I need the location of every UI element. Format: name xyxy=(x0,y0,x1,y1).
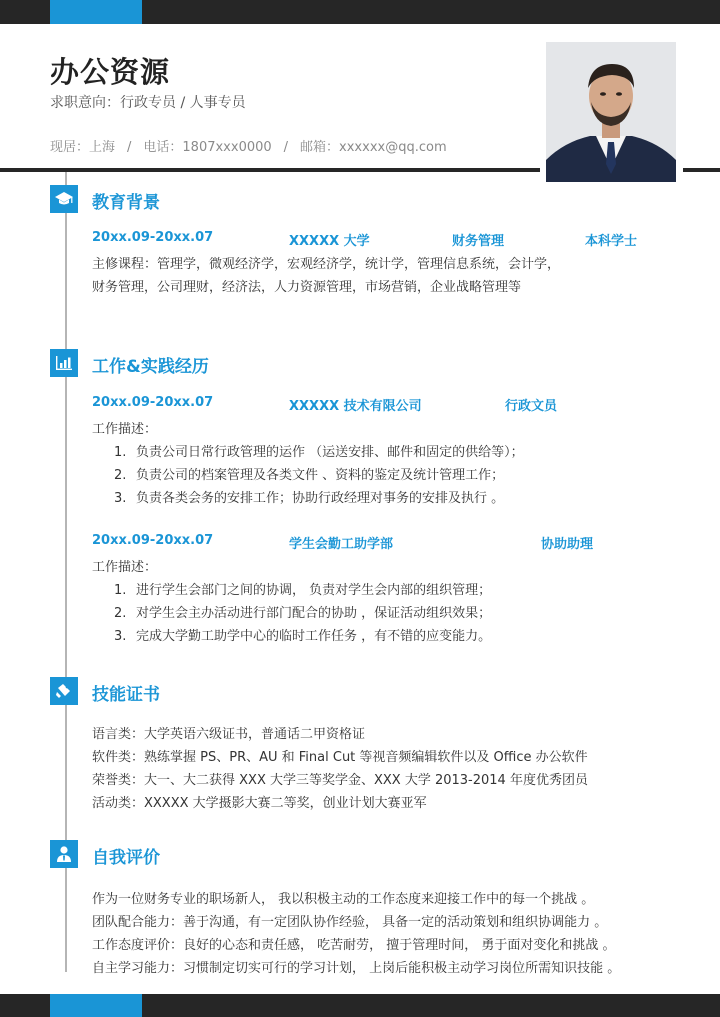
self-evaluation-line: 作为一位财务专业的职场新人， 我以积极主动的工作态度来迎接工作中的每一个挑战 。 xyxy=(92,892,595,907)
skill-line: 活动类：XXXXX 大学摄影大赛二等奖，创业计划大赛亚军 xyxy=(92,796,427,811)
location: 现居：上海 xyxy=(50,140,116,155)
education-major: 财务管理 xyxy=(452,234,505,249)
self-evaluation-line: 工作态度评价：良好的心态和责任感， 吃苦耐劳， 擅于管理时间， 勇于面对变化和挑战 。 xyxy=(92,938,616,953)
job-organization: 学生会勤工助学部 xyxy=(289,537,394,552)
bottom-bar-accent xyxy=(50,994,142,1017)
section-title-education: 教育背景 xyxy=(92,193,160,213)
profile-photo xyxy=(546,42,676,182)
skill-line: 语言类：大学英语六级证书，普通话二甲资格证 xyxy=(92,727,366,742)
education-courses-line: 主修课程：管理学，微观经济学，宏观经济学，统计学，管理信息系统，会计学， xyxy=(92,257,561,272)
top-bar-accent xyxy=(50,0,142,24)
candidate-name: 办公资源 xyxy=(50,55,171,89)
education-degree: 本科学士 xyxy=(585,234,638,249)
skill-line: 软件类：熟练掌握 PS、PR、AU 和 Final Cut 等视音频编辑软件以及 Office 办公软件 xyxy=(92,750,588,765)
job-duty-item: 1. 负责公司日常行政管理的运作 （运送安排、邮件和固定的供给等）； xyxy=(114,445,524,460)
skill-line: 荣誉类：大一、大二获得 XXX 大学三等奖学金、XXX 大学 2013-2014 年度优秀团员 xyxy=(92,773,588,788)
separator: / xyxy=(127,140,132,155)
job-period: 20xx.09-20xx.07 xyxy=(92,395,214,410)
job-role: 行政文员 xyxy=(505,399,558,414)
person-icon xyxy=(50,840,78,868)
top-bar xyxy=(0,0,720,24)
header-divider-right xyxy=(683,168,720,172)
job-intent: 求职意向：行政专员 / 人事专员 xyxy=(50,95,246,111)
self-evaluation-line: 自主学习能力：习惯制定切实可行的学习计划， 上岗后能积极主动学习岗位所需知识技能 。 xyxy=(92,961,621,976)
bar-chart-icon xyxy=(50,349,78,377)
section-title-experience: 工作&实践经历 xyxy=(92,357,209,377)
job-duty-item: 2. 对学生会主办活动进行部门配合的协助 ，保证活动组织效果； xyxy=(114,606,492,621)
email: 邮箱：xxxxxx@qq.com xyxy=(300,140,447,155)
separator: / xyxy=(283,140,289,155)
contact-info xyxy=(50,136,447,155)
section-title-self: 自我评价 xyxy=(92,848,160,868)
job-description-label: 工作描述： xyxy=(92,560,158,575)
graduation-cap-icon xyxy=(50,185,78,213)
certificate-hand-icon xyxy=(50,677,78,705)
job-role: 协助助理 xyxy=(541,537,594,552)
phone: 电话：1807xxx0000 xyxy=(143,140,272,155)
job-organization: XXXXX 技术有限公司 xyxy=(289,399,422,414)
education-period: 20xx.09-20xx.07 xyxy=(92,230,214,245)
self-evaluation-line: 团队配合能力：善于沟通，有一定团队协作经验， 具备一定的活动策划和组织协调能力 。 xyxy=(92,915,608,930)
bottom-bar xyxy=(0,994,720,1017)
job-duty-item: 3. 完成大学勤工助学中心的临时工作任务 ，有不错的应变能力。 xyxy=(114,629,492,644)
job-duty-item: 3. 负责各类会务的安排工作；协助行政经理对事务的安排及执行 。 xyxy=(114,491,505,506)
header-divider xyxy=(0,168,540,172)
education-courses-line: 财务管理，公司理财，经济法，人力资源管理，市场营销，企业战略管理等 xyxy=(92,280,522,295)
job-duty-item: 1. 进行学生会部门之间的协调， 负责对学生会内部的组织管理； xyxy=(114,583,492,598)
section-title-skills: 技能证书 xyxy=(92,685,160,705)
job-description-label: 工作描述： xyxy=(92,422,158,437)
education-school: XXXXX 大学 xyxy=(289,234,370,249)
job-duty-item: 2. 负责公司的档案管理及各类文件 、资料的鉴定及统计管理工作； xyxy=(114,468,505,483)
job-period: 20xx.09-20xx.07 xyxy=(92,533,214,548)
